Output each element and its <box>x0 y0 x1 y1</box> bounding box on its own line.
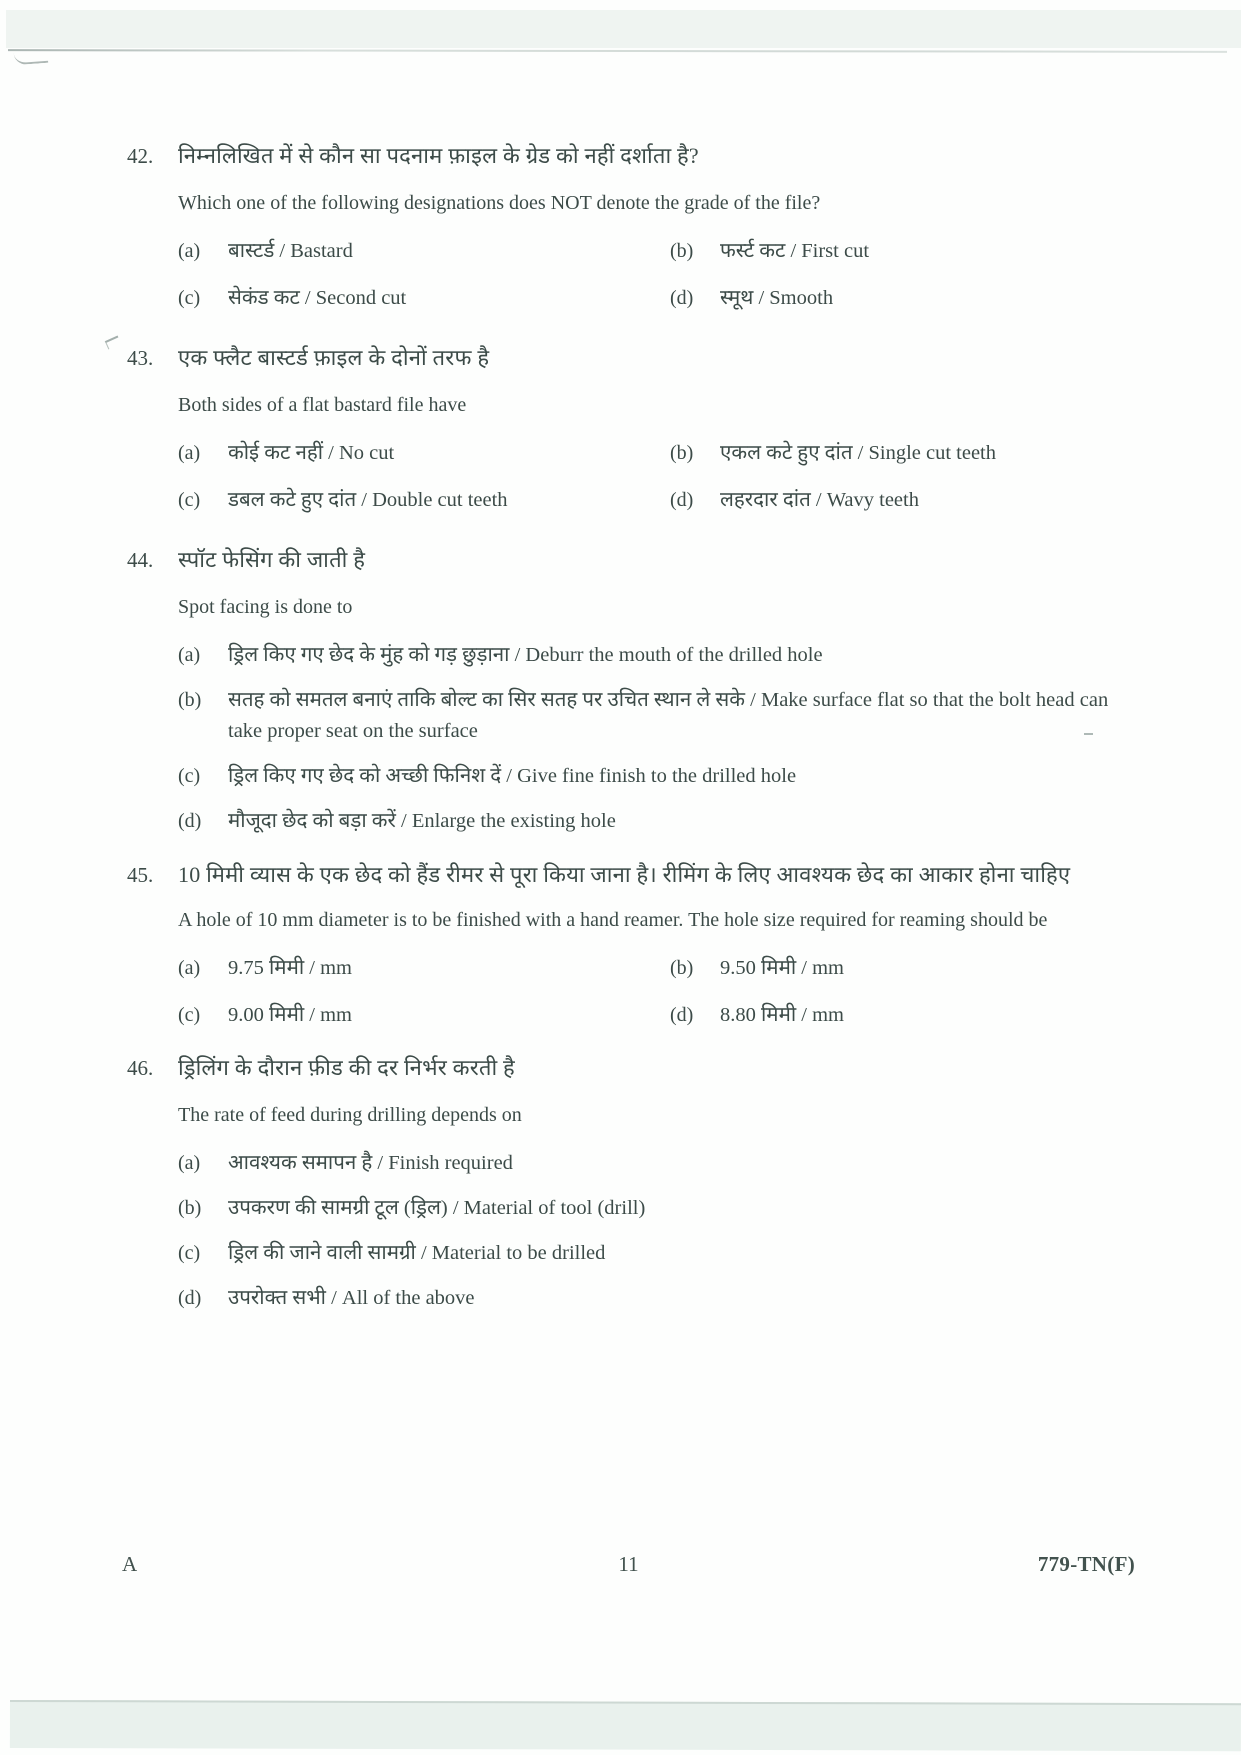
question-number: 45. <box>127 863 154 887</box>
option-a <box>178 1148 1135 1179</box>
option-c <box>178 1000 670 1031</box>
option-c <box>178 761 1135 792</box>
question-text-hindi: ड्रिलिंग के दौरान फ़ीड की दर निर्भर करती है <box>178 1055 515 1080</box>
option-label: (a) <box>178 644 201 666</box>
options-list <box>178 438 1135 516</box>
options-list <box>178 953 1135 1031</box>
page-number: 11 <box>618 1552 639 1576</box>
option-text: उपरोक्त सभी / All of the above <box>228 1287 475 1309</box>
question-text-english: Which one of the following designations does NOT denote the grade of the file? <box>178 192 821 214</box>
question-text-hindi: 10 मिमी व्यास के एक छेद को हैंड रीमर से पूरा किया जाना है। रीमिंग के लिए आवश्यक छेद का आकार होना चाहिए <box>178 862 1071 887</box>
option-label: (c) <box>178 1004 201 1026</box>
option-a <box>178 236 670 267</box>
question-text-hindi: एक फ्लैट बास्टर्ड फ़ाइल के दोनों तरफ है <box>178 345 490 370</box>
option-label: (a) <box>178 957 201 979</box>
question-45 <box>127 857 1135 1031</box>
question-42 <box>127 138 1135 314</box>
option-a <box>178 438 670 469</box>
option-d <box>670 283 1135 314</box>
option-label: (a) <box>178 1152 201 1174</box>
question-number: 46. <box>127 1056 154 1080</box>
option-label: (b) <box>670 957 694 979</box>
question-number: 43. <box>127 346 154 370</box>
question-number: 42. <box>127 144 154 168</box>
option-text: मौजूदा छेद को बड़ा करें / Enlarge the existing hole <box>228 810 616 832</box>
scan-band-top <box>6 10 1241 48</box>
questions-area <box>127 138 1135 1340</box>
option-text: 9.00 मिमी / mm <box>228 1004 352 1026</box>
option-label: (a) <box>178 240 201 262</box>
option-text: ड्रिल किए गए छेद के मुंह को गड़ छुड़ाना / Deburr the mouth of the drilled hole <box>228 644 823 666</box>
option-label: (b) <box>670 240 694 262</box>
option-label: (b) <box>670 442 694 464</box>
option-d <box>670 485 1135 516</box>
option-text: आवश्यक समापन है / Finish required <box>228 1152 513 1174</box>
scan-band-bottom <box>10 1700 1241 1751</box>
option-text: सतह को समतल बनाएं ताकि बोल्ट का सिर सतह पर उचित स्थान ले सके / Make surface flat so that the bolt head can take proper seat on the surface <box>228 689 1109 742</box>
question-text-hindi: निम्नलिखित में से कौन सा पदनाम फ़ाइल के ग्रेड को नहीं दर्शाता है? <box>178 143 699 168</box>
option-label: (d) <box>670 287 694 309</box>
option-text: बास्टर्ड / Bastard <box>228 240 353 262</box>
options-list <box>178 1148 1135 1314</box>
option-text: स्मूथ / Smooth <box>720 287 834 309</box>
option-label: (b) <box>178 689 202 711</box>
question-text-english: Both sides of a flat bastard file have <box>178 394 467 416</box>
option-a <box>178 953 670 984</box>
option-label: (d) <box>670 1004 694 1026</box>
option-text: कोई कट नहीं / No cut <box>228 442 395 464</box>
option-label: (d) <box>178 1287 202 1309</box>
question-46 <box>127 1050 1135 1314</box>
option-label: (c) <box>178 287 201 309</box>
option-label: (c) <box>178 489 201 511</box>
option-b <box>670 236 1135 267</box>
option-text: 8.80 मिमी / mm <box>720 1004 844 1026</box>
option-text: एकल कटे हुए दांत / Single cut teeth <box>720 442 997 464</box>
option-b <box>670 953 1135 984</box>
option-label: (c) <box>178 1242 201 1264</box>
question-text-hindi: स्पॉट फेसिंग की जाती है <box>178 547 366 572</box>
option-c <box>178 1238 1135 1269</box>
option-text: लहरदार दांत / Wavy teeth <box>720 489 919 511</box>
page-footer <box>122 1552 1135 1577</box>
booklet-set-code: A <box>122 1552 138 1576</box>
option-label: (b) <box>178 1197 202 1219</box>
question-43 <box>127 340 1135 516</box>
paper-code: 779-TN(F) <box>1037 1552 1135 1576</box>
option-c <box>178 283 670 314</box>
option-text: डबल कटे हुए दांत / Double cut teeth <box>228 489 508 511</box>
scan-artifact <box>14 51 49 65</box>
option-text: ड्रिल किए गए छेद को अच्छी फिनिश दें / Give fine finish to the drilled hole <box>228 765 797 787</box>
scan-line-artifact <box>8 49 1227 53</box>
option-text: 9.50 मिमी / mm <box>720 957 844 979</box>
question-44 <box>127 542 1135 837</box>
option-b <box>670 438 1135 469</box>
option-text: फर्स्ट कट / First cut <box>720 240 870 262</box>
question-text-english: The rate of feed during drilling depends on <box>178 1104 522 1126</box>
options-list <box>178 640 1135 837</box>
option-d <box>178 806 1135 837</box>
option-text: 9.75 मिमी / mm <box>228 957 352 979</box>
option-text: ड्रिल की जाने वाली सामग्री / Material to be drilled <box>228 1242 606 1264</box>
option-label: (d) <box>670 489 694 511</box>
question-text-english: Spot facing is done to <box>178 596 353 618</box>
question-text-english: A hole of 10 mm diameter is to be finished with a hand reamer. The hole size required for reaming should be <box>178 909 1048 931</box>
option-b <box>178 1193 1135 1224</box>
question-number: 44. <box>127 548 154 572</box>
option-label: (d) <box>178 810 202 832</box>
scan-artifact <box>105 336 121 350</box>
option-c <box>178 485 670 516</box>
option-d <box>178 1283 1135 1314</box>
option-b <box>178 685 1135 747</box>
option-label: (a) <box>178 442 201 464</box>
option-label: (c) <box>178 765 201 787</box>
option-text: सेकंड कट / Second cut <box>228 287 407 309</box>
option-text: उपकरण की सामग्री टूल (ड्रिल) / Material of tool (drill) <box>228 1197 646 1219</box>
option-d <box>670 1000 1135 1031</box>
option-a <box>178 640 1135 671</box>
options-list <box>178 236 1135 314</box>
